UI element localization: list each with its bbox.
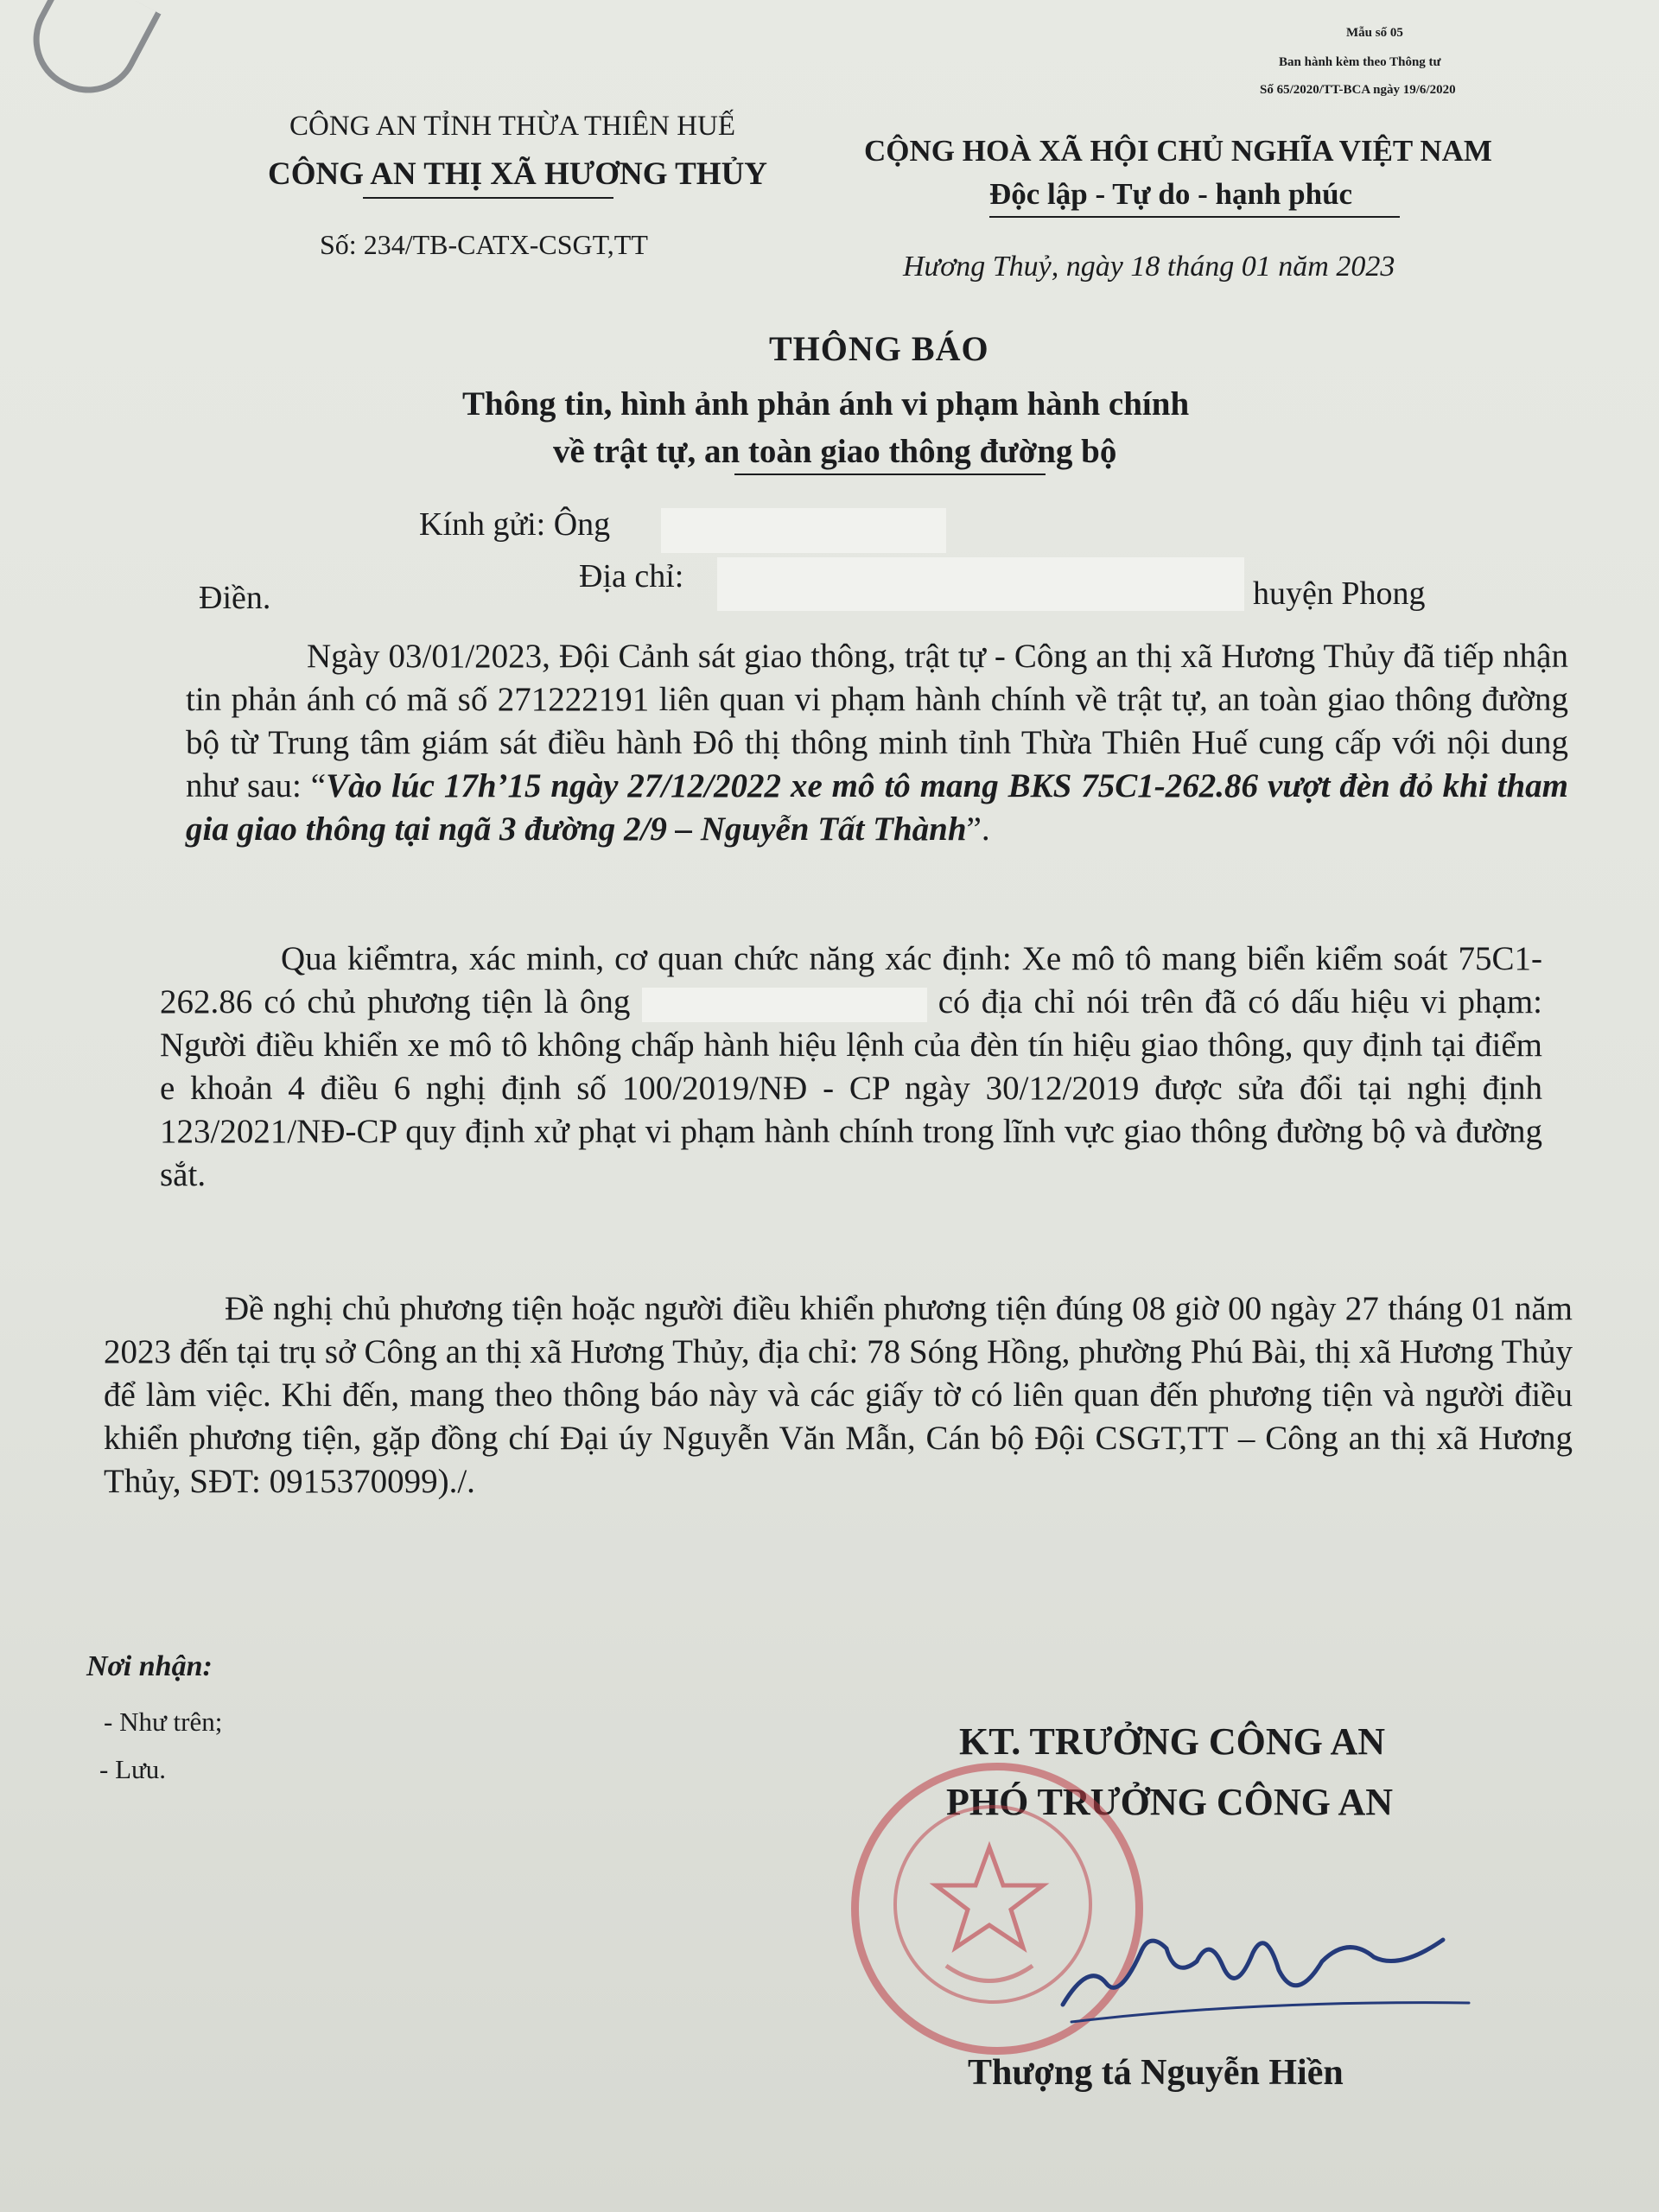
nation-motto: Độc lập - Tự do - hạnh phúc	[989, 177, 1353, 211]
address-label: Địa chỉ:	[579, 558, 684, 594]
report-quote-end: ”.	[966, 810, 990, 848]
report-text: Ngày 03/01/2023, Đội Cảnh sát giao thông, trật tự - Công an thị xã Hương Thủy đã tiếp nhận tin phản ánh có mã số 271222191 liên quan vi phạm hành chính về trật tự, an toàn giao thông đường bộ từ Trung tâm giám sát điều hành Đô thị thông minh tỉnh Thừa Thiên Huế cung cấp với nội dung như sau: “	[186, 638, 1568, 804]
address-wrap: Điền.	[199, 580, 271, 616]
recipient-item-2: - Lưu.	[99, 1754, 167, 1784]
paper-clip	[15, 0, 161, 111]
subtitle-underline	[734, 474, 1046, 475]
document-number: Số: 234/TB-CATX-CSGT,TT	[320, 229, 648, 260]
verification-text-a: Qua kiểmtra, xác minh, cơ quan chức năng xác định: Xe mô tô mang biển kiểm soát 75C1-262.86 có chủ phương tiện là ông	[160, 940, 1542, 1020]
motto-underline	[989, 216, 1400, 218]
paragraph-request	[104, 1287, 1573, 1503]
signer-authority: KT. TRƯỞNG CÔNG AN	[959, 1720, 1386, 1763]
recipients-label: Nơi nhận:	[86, 1650, 213, 1682]
redacted-name	[661, 508, 946, 553]
handwritten-signature	[1037, 1901, 1486, 2039]
signer-title: PHÓ TRƯỞNG CÔNG AN	[946, 1781, 1394, 1823]
paragraph-report	[186, 635, 1568, 851]
notice-subtitle-2: về trật tự, an toàn giao thông đường bộ	[553, 433, 1117, 470]
signer-name: Thượng tá Nguyễn Hiền	[968, 2053, 1344, 2093]
form-circular: Số 65/2020/TT-BCA ngày 19/6/2020	[1260, 83, 1456, 97]
issuer-unit: CÔNG AN THỊ XÃ HƯƠNG THỦY	[268, 156, 768, 192]
redacted-address	[717, 557, 1244, 611]
recipient-item-1: - Như trên;	[104, 1707, 223, 1737]
notice-subtitle-1: Thông tin, hình ảnh phản ánh vi phạm hành chính	[462, 385, 1190, 423]
paragraph-verification	[160, 938, 1542, 1197]
nation-name: CỘNG HOÀ XÃ HỘI CHỦ NGHĨA VIỆT NAM	[864, 134, 1492, 168]
redacted-owner	[642, 988, 927, 1022]
issuer-underline	[363, 197, 613, 199]
verification-text-b: có địa chỉ nói trên đã có dấu hiệu vi phạm: Người điều khiển xe mô tô không chấp hành hiệu lệnh của đèn tín hiệu giao thông, quy định tại điểm e khoản 4 điều 6 nghị định số 100/2019/NĐ - CP ngày 30/12/2019 được sửa đổi tại nghị định 123/2021/NĐ-CP quy định xử phạt vi phạm hành chính trong lĩnh vực giao thông đường bộ và đường sắt.	[160, 983, 1543, 1193]
notice-title: THÔNG BÁO	[769, 329, 989, 368]
form-number: Mẫu số 05	[1346, 26, 1403, 40]
report-quote: Vào lúc 17h’15 ngày 27/12/2022 xe mô tô mang BKS 75C1-262.86 vượt đèn đỏ khi tham gia giao thông tại ngã 3 đường 2/9 – Nguyễn Tất Thành	[186, 767, 1568, 848]
request-text: Đề nghị chủ phương tiện hoặc người điều khiển phương tiện đúng 08 giờ 00 ngày 27 tháng 01 năm 2023 đến tại trụ sở Công an thị xã Hương Thủy, địa chỉ: 78 Sóng Hồng, phường Phú Bài, thị xã Hương Thủy để làm việc. Khi đến, mang theo thông báo này và các giấy tờ có liên quan đến phương tiện và người điều khiển phương tiện, gặp đồng chí Đại úy Nguyễn Văn Mẫn, Cán bộ Đội CSGT,TT – Công an thị xã Hương Thủy, SĐT: 0915370099)./.	[104, 1290, 1573, 1500]
document-date: Hương Thuỷ, ngày 18 tháng 01 năm 2023	[903, 251, 1395, 283]
address-tail: huyện Phong	[1253, 575, 1426, 612]
form-issued-with: Ban hành kèm theo Thông tư	[1279, 55, 1441, 69]
issuer-parent: CÔNG AN TỈNH THỪA THIÊN HUẾ	[289, 111, 736, 142]
recipient-label: Kính gửi: Ông	[419, 506, 611, 543]
